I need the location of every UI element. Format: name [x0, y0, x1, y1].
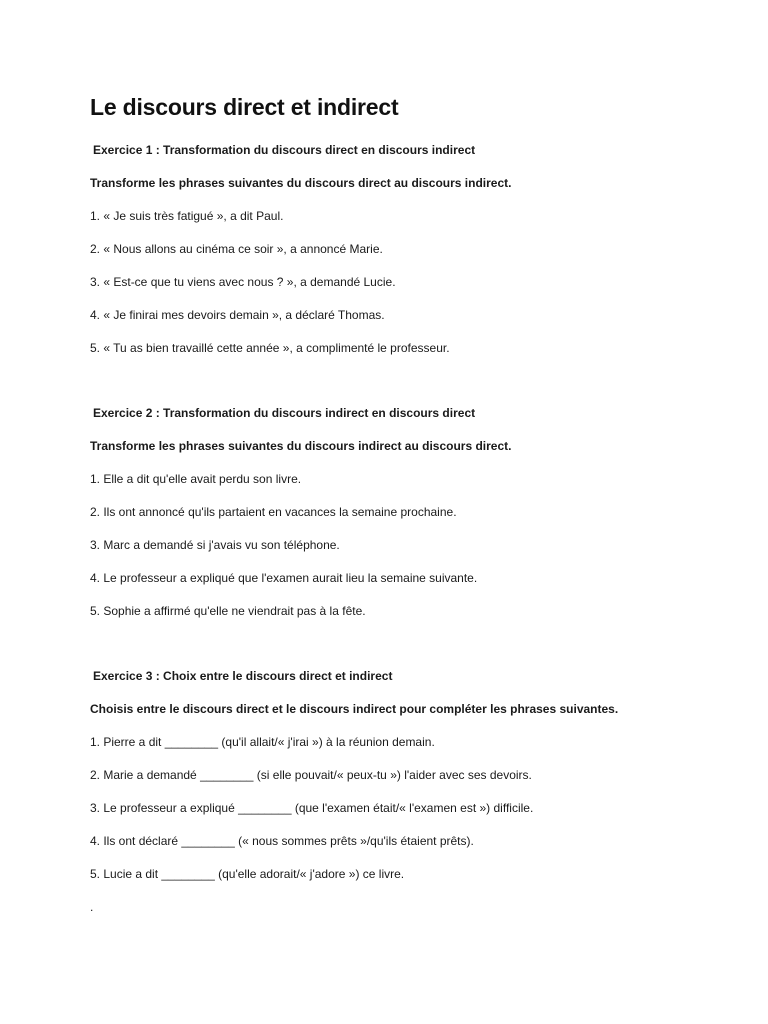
exercise-1	[90, 143, 730, 374]
exercise-2-instruction: Transforme les phrases suivantes du discours indirect au discours direct.	[90, 439, 512, 453]
exercise-2-items	[90, 472, 730, 637]
trailing-period: .	[90, 900, 94, 914]
exercise-1-items	[90, 209, 730, 374]
exercise-2-item-4: 4. Le professeur a expliqué que l'examen aurait lieu la semaine suivante.	[90, 571, 478, 585]
exercise-2-item-2: 2. Ils ont annoncé qu'ils partaient en vacances la semaine prochaine.	[90, 505, 457, 519]
exercise-1-title: Exercice 1 : Transformation du discours direct en discours indirect	[93, 143, 476, 157]
exercise-3-instruction: Choisis entre le discours direct et le discours indirect pour compléter les phrases suivantes.	[90, 702, 619, 716]
exercise-3	[90, 669, 730, 900]
exercise-3-item-3: 3. Le professeur a expliqué ________ (que l'examen était/« l'examen est ») difficile.	[90, 801, 534, 815]
exercise-3-item-5: 5. Lucie a dit ________ (qu'elle adorait/« j'adore ») ce livre.	[90, 867, 405, 881]
exercise-1-item-4: 4. « Je finirai mes devoirs demain », a déclaré Thomas.	[90, 308, 385, 322]
exercise-1-item-5: 5. « Tu as bien travaillé cette année », a complimenté le professeur.	[90, 341, 450, 355]
document-title: Le discours direct et indirect	[90, 94, 399, 120]
exercise-3-item-4: 4. Ils ont déclaré ________ (« nous sommes prêts »/qu'ils étaient prêts).	[90, 834, 474, 848]
exercise-3-item-2: 2. Marie a demandé ________ (si elle pouvait/« peux-tu ») l'aider avec ses devoirs.	[90, 768, 532, 782]
exercise-3-title: Exercice 3 : Choix entre le discours direct et indirect	[93, 669, 393, 683]
exercise-1-instruction: Transforme les phrases suivantes du discours direct au discours indirect.	[90, 176, 512, 190]
exercise-2-item-5: 5. Sophie a affirmé qu'elle ne viendrait pas à la fête.	[90, 604, 366, 618]
exercise-2-title: Exercice 2 : Transformation du discours indirect en discours direct	[93, 406, 476, 420]
exercise-1-item-3: 3. « Est-ce que tu viens avec nous ? », a demandé Lucie.	[90, 275, 396, 289]
exercise-3-item-1: 1. Pierre a dit ________ (qu'il allait/« j'irai ») à la réunion demain.	[90, 735, 435, 749]
exercise-1-item-1: 1. « Je suis très fatigué », a dit Paul.	[90, 209, 284, 223]
exercise-2-item-1: 1. Elle a dit qu'elle avait perdu son livre.	[90, 472, 302, 486]
exercise-2	[90, 406, 730, 637]
exercise-3-items	[90, 735, 730, 900]
exercise-1-item-2: 2. « Nous allons au cinéma ce soir », a annoncé Marie.	[90, 242, 383, 256]
exercise-2-item-3: 3. Marc a demandé si j'avais vu son téléphone.	[90, 538, 340, 552]
